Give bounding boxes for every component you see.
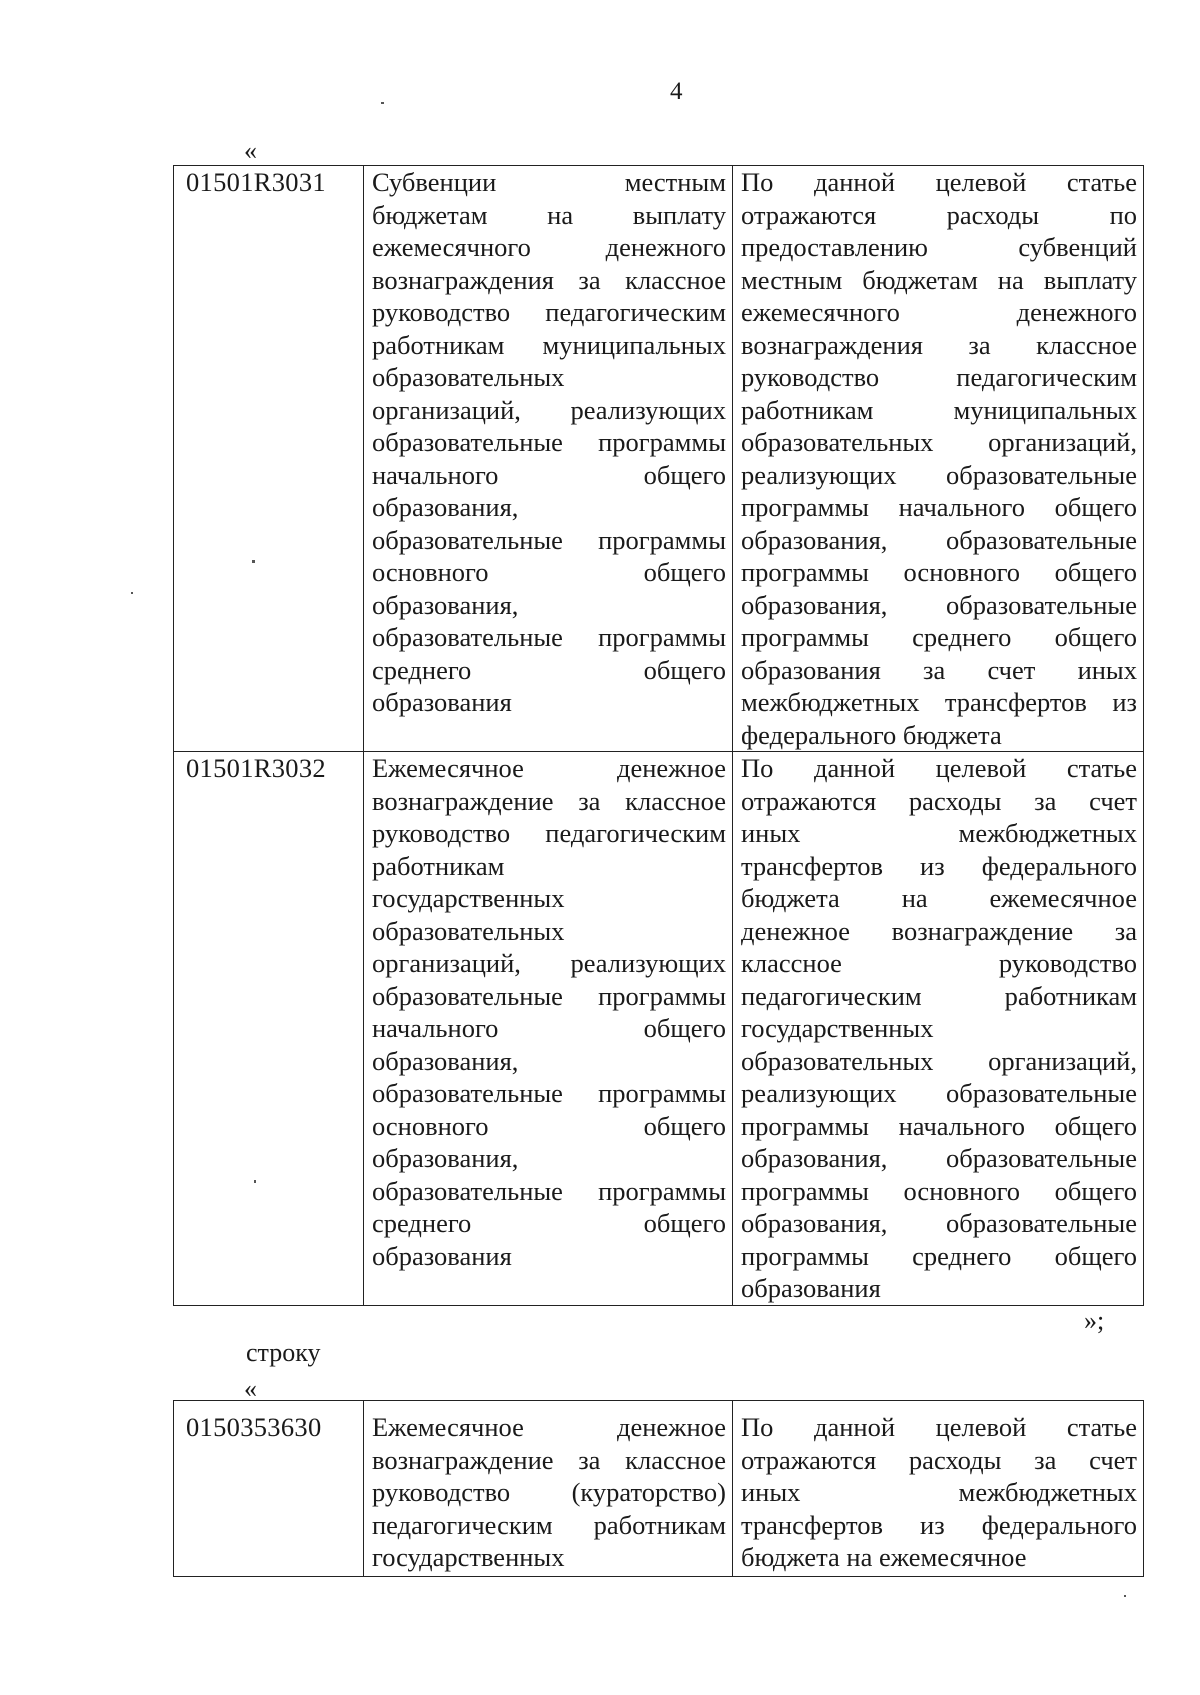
text-line: образовательных организаций,	[741, 1045, 1137, 1076]
text-line: бюджета на ежемесячное	[741, 883, 1137, 913]
text-line: образования, образовательные	[741, 1208, 1137, 1238]
text-line: программы основного общего	[741, 1175, 1137, 1206]
text-line: реализующих образовательные	[741, 459, 1137, 490]
text-line: трансфертов из федерального	[741, 1509, 1137, 1540]
text-line: образовательные программы	[372, 622, 726, 652]
text-line: программы начального общего	[741, 1110, 1137, 1141]
text-line: Ежемесячное денежное	[372, 753, 726, 783]
text-line: государственных	[741, 1013, 934, 1043]
page-number: 4	[670, 78, 683, 105]
budget-classification-table	[173, 165, 1144, 1306]
text-line: образовательные программы	[372, 1175, 726, 1206]
text-line: образования,	[372, 492, 519, 522]
text-line: отражаются расходы за счет	[741, 1444, 1137, 1475]
text-line: организаций, реализующих	[372, 948, 726, 978]
text-line: руководство педагогическим	[741, 362, 1137, 392]
text-line: ежемесячного денежного	[741, 297, 1137, 327]
text-line: образовательных	[372, 362, 565, 392]
text-line: иных межбюджетных	[741, 1477, 1137, 1507]
text-line: образования, образовательные	[741, 589, 1137, 620]
text-line: начального общего	[372, 459, 726, 490]
text-line: бюджетам на выплату	[372, 199, 726, 230]
table-row	[174, 752, 1144, 1306]
target-item-code: 0150353630	[174, 1401, 364, 1577]
text-line: вознаграждение за классное	[372, 1444, 726, 1475]
text-line: педагогическим работникам	[741, 980, 1137, 1011]
budget-classification-table-2	[173, 1400, 1144, 1577]
target-item-description	[733, 1401, 1144, 1577]
text-line: предоставлению субвенций	[741, 232, 1137, 262]
table-row	[174, 166, 1144, 752]
target-item-code: 01501R3031	[174, 166, 364, 752]
text-line: педагогическим работникам	[372, 1509, 726, 1540]
scan-speck	[254, 1180, 256, 1183]
text-line: По данной целевой статье	[741, 1412, 1137, 1442]
text-line: образования	[372, 687, 512, 717]
target-item-description	[733, 166, 1144, 752]
text-line: программы основного общего	[741, 557, 1137, 587]
text-line: образовательные программы	[372, 980, 726, 1011]
opening-quote-mark-2: «	[244, 1374, 257, 1403]
scan-speck	[131, 592, 133, 594]
opening-quote-mark: «	[244, 136, 257, 165]
text-line: По данной целевой статье	[741, 167, 1137, 197]
text-line: работникам муниципальных	[741, 394, 1137, 425]
text-line: образования	[741, 1273, 881, 1303]
target-item-name	[364, 752, 733, 1306]
target-item-code: 01501R3032	[174, 752, 364, 1306]
text-line: образовательные программы	[372, 524, 726, 555]
text-line: Ежемесячное денежное	[372, 1412, 726, 1442]
text-line: ежемесячного денежного	[372, 232, 726, 262]
text-line: основного общего	[372, 557, 726, 587]
text-line: вознаграждения за классное	[741, 329, 1137, 360]
text-line: бюджета на ежемесячное	[741, 1542, 1027, 1572]
text-line: образования	[372, 1240, 512, 1271]
text-line: руководство (кураторство)	[372, 1477, 726, 1507]
text-line: федерального бюджета	[741, 719, 1002, 750]
text-line: руководство педагогическим	[372, 297, 726, 327]
text-line: образования,	[372, 589, 519, 620]
target-item-description	[733, 752, 1144, 1306]
text-line: программы среднего общего	[741, 1240, 1137, 1271]
text-line: вознаграждения за классное	[372, 264, 726, 295]
scan-speck	[381, 102, 384, 104]
scan-speck	[252, 560, 255, 563]
closing-quote-mark: »;	[1084, 1306, 1105, 1335]
text-line: местным бюджетам на выплату	[741, 264, 1137, 295]
text-line: образования за счет иных	[741, 654, 1137, 685]
text-line: По данной целевой статье	[741, 753, 1137, 783]
text-line: Субвенции местным	[372, 167, 726, 197]
text-line: работникам муниципальных	[372, 329, 726, 360]
table-row	[174, 1401, 1144, 1577]
text-line: трансфертов из федерального	[741, 850, 1137, 881]
text-line: образования, образовательные	[741, 524, 1137, 555]
text-line: денежное вознаграждение за	[741, 915, 1137, 946]
text-line: начального общего	[372, 1013, 726, 1043]
scan-speck	[1124, 1595, 1126, 1597]
text-line: программы начального общего	[741, 492, 1137, 522]
target-item-name	[364, 166, 733, 752]
text-line: отражаются расходы по	[741, 199, 1137, 230]
text-line: среднего общего	[372, 654, 726, 685]
text-line: образования,	[372, 1143, 519, 1173]
text-line: государственных	[372, 1542, 565, 1572]
text-line: программы среднего общего	[741, 622, 1137, 652]
text-line: реализующих образовательные	[741, 1078, 1137, 1108]
text-line: среднего общего	[372, 1208, 726, 1238]
text-line: основного общего	[372, 1110, 726, 1141]
text-line: классное руководство	[741, 948, 1137, 978]
text-line: образовательные программы	[372, 1078, 726, 1108]
text-line: вознаграждение за классное	[372, 785, 726, 816]
text-line: межбюджетных трансфертов из	[741, 687, 1137, 717]
text-line: работникам	[372, 850, 505, 881]
text-line: образовательных	[372, 915, 565, 946]
text-line: руководство педагогическим	[372, 818, 726, 848]
text-line: образования,	[372, 1045, 519, 1076]
target-item-name	[364, 1401, 733, 1577]
text-line: организаций, реализующих	[372, 394, 726, 425]
text-line: образования, образовательные	[741, 1143, 1137, 1173]
text-line: иных межбюджетных	[741, 818, 1137, 848]
text-line: отражаются расходы за счет	[741, 785, 1137, 816]
text-line: образовательные программы	[372, 427, 726, 457]
text-line: государственных	[372, 883, 565, 913]
replace-word: строку	[246, 1338, 321, 1367]
text-line: образовательных организаций,	[741, 427, 1137, 457]
